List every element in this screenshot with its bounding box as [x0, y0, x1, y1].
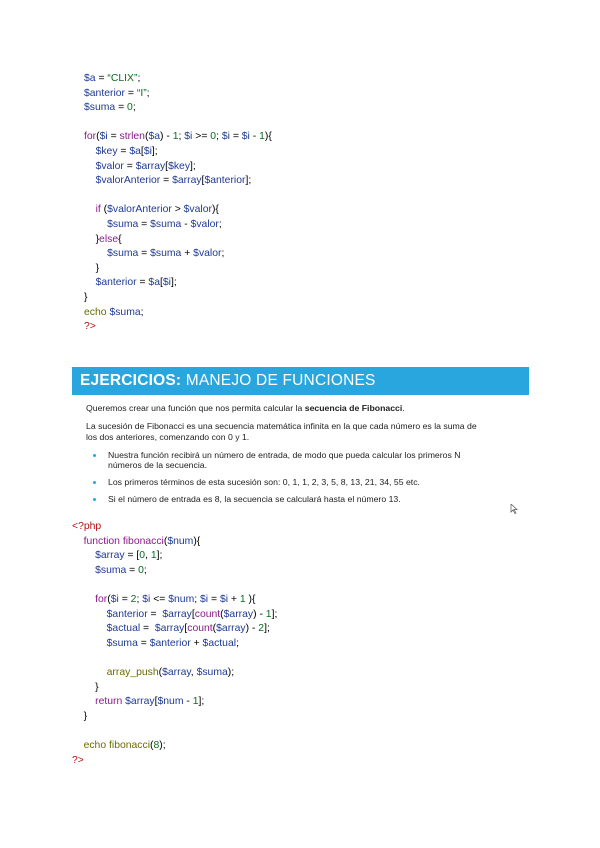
code-token: $i	[143, 146, 152, 157]
code-token: $valor	[193, 248, 222, 260]
code-line	[72, 593, 256, 606]
code-token: );	[159, 740, 166, 751]
mouse-cursor-icon	[510, 504, 518, 514]
code-token: 1	[192, 696, 199, 708]
code-token	[72, 667, 107, 678]
code-token: $array	[95, 550, 125, 562]
code-token	[84, 219, 107, 230]
code-token: = [	[124, 550, 140, 562]
code-token: ;	[146, 87, 150, 99]
code-token: ;	[236, 637, 239, 649]
code-line	[72, 695, 204, 708]
section-banner	[72, 367, 529, 395]
code-token: $anterior	[84, 87, 126, 99]
code-token: =	[140, 623, 155, 635]
code-token: $array	[223, 608, 254, 620]
bullet-text: Si el número de entrada es 8, la secuencia se calculará hasta el número 13.	[108, 494, 401, 504]
code-token: $anterior	[204, 175, 246, 187]
code-token	[72, 638, 107, 649]
code-token: +	[190, 637, 203, 649]
code-token: {	[118, 233, 122, 245]
code-token: ) -	[160, 131, 173, 143]
code-token: }	[95, 233, 100, 245]
code-token: ;	[132, 102, 136, 114]
code-token: (	[163, 535, 168, 547]
code-token: 1	[239, 594, 246, 605]
code-line	[84, 101, 136, 114]
code-token: =	[137, 637, 150, 649]
code-token: $suma	[109, 306, 141, 318]
code-token: $anterior	[95, 277, 137, 289]
code-token: $i	[110, 594, 119, 605]
code-token: $valor	[95, 160, 124, 172]
code-token: (	[96, 131, 100, 143]
code-token: $valorAnterior	[95, 175, 161, 187]
code-token: $a	[148, 131, 160, 143]
code-token: $suma	[107, 219, 139, 230]
code-token: =	[208, 594, 220, 605]
code-token: =	[115, 102, 128, 114]
code-token	[72, 536, 84, 547]
code-token	[84, 175, 96, 186]
code-token: <=	[150, 594, 169, 605]
code-token: ;	[143, 564, 147, 576]
code-token	[84, 146, 96, 157]
code-line	[84, 291, 87, 304]
code-line	[84, 145, 158, 158]
code-token: 2	[258, 623, 265, 635]
code-token	[72, 550, 95, 561]
code-line	[84, 262, 99, 275]
code-line	[72, 520, 101, 533]
code-token: ,	[190, 667, 197, 678]
code-token: 0	[138, 564, 144, 576]
code-token: }	[83, 710, 88, 722]
code-token: $i	[162, 277, 171, 289]
code-token: ];	[198, 696, 205, 708]
code-token: $array	[125, 696, 155, 708]
code-token: echo	[84, 306, 107, 318]
code-token: $actual	[202, 637, 237, 649]
code-token: [	[165, 160, 169, 172]
code-token: ) -	[245, 623, 259, 635]
code-token: =	[147, 608, 163, 620]
code-token: $suma	[150, 248, 182, 260]
code-token: <?php	[72, 521, 102, 532]
code-token: count	[187, 623, 213, 635]
code-line	[84, 203, 219, 216]
code-line	[72, 754, 84, 767]
code-token: ;	[194, 594, 201, 605]
code-token: }	[95, 681, 99, 693]
intro-prefix: Queremos crear una función que nos permita calcular la	[86, 403, 305, 413]
code-token: (	[220, 608, 224, 620]
code-token	[72, 711, 84, 722]
code-token: $array	[162, 667, 191, 678]
code-token: for	[84, 131, 97, 143]
code-token	[72, 740, 84, 751]
code-line	[84, 320, 96, 333]
code-line	[84, 218, 222, 231]
code-token: =	[125, 87, 137, 99]
code-token: =	[95, 73, 108, 84]
code-token: }	[95, 262, 100, 274]
code-token	[72, 623, 107, 634]
code-token: ];	[271, 608, 278, 620]
code-token: [	[159, 277, 163, 289]
code-token: =	[160, 175, 173, 187]
code-token: >=	[192, 131, 211, 143]
code-token	[72, 696, 95, 707]
section-title-bold: EJERCICIOS:	[80, 372, 182, 389]
code-token: count	[194, 608, 221, 620]
code-token: ;	[140, 306, 144, 318]
code-line	[72, 535, 200, 548]
code-token: echo	[83, 740, 107, 751]
code-token: =	[118, 594, 131, 605]
intro-suffix: .	[402, 403, 405, 413]
code-token: 2	[130, 594, 137, 605]
code-token: ) -	[253, 608, 266, 620]
code-line	[84, 72, 140, 85]
code-line	[72, 710, 87, 723]
code-token: $i	[99, 131, 108, 143]
code-line	[84, 306, 144, 319]
code-line	[84, 233, 122, 246]
bullet-text: Nuestra función recibirá un número de entrada, de modo que pueda calcular los primeros N	[108, 450, 461, 460]
code-token: }	[84, 292, 88, 303]
code-token: (	[144, 131, 149, 143]
code-token	[72, 682, 95, 693]
code-token: $suma	[95, 564, 127, 576]
code-token: $array	[172, 175, 202, 187]
code-line	[72, 637, 239, 650]
code-token: -	[183, 696, 193, 708]
code-token: =	[138, 219, 151, 230]
bullet-text: números de la secuencia.	[108, 460, 207, 470]
code-line	[72, 666, 234, 679]
bullet-dot	[93, 454, 96, 457]
code-token: ;	[137, 73, 141, 84]
code-token: “I”	[136, 87, 147, 99]
code-token: $a	[148, 277, 160, 289]
code-token: $array	[135, 160, 166, 172]
code-token: ];	[264, 623, 270, 635]
code-token: else	[99, 233, 119, 245]
code-token: $i	[219, 594, 229, 605]
code-token	[84, 204, 96, 215]
code-token: ;	[218, 219, 222, 230]
code-token: strlen	[119, 131, 145, 143]
code-token: $actual	[106, 623, 141, 635]
code-token: $array	[162, 608, 192, 620]
code-line	[84, 130, 272, 143]
code-token: $num	[167, 535, 194, 547]
code-token: $valorAnterior	[107, 204, 172, 216]
code-token	[72, 565, 95, 576]
code-token: ){	[245, 594, 256, 605]
code-token: ){	[193, 535, 201, 547]
code-token: $key	[168, 160, 191, 172]
code-token: ;	[178, 131, 185, 143]
code-token: 0	[127, 102, 133, 114]
code-token	[84, 263, 96, 274]
code-token: return	[95, 696, 123, 708]
code-line	[72, 608, 277, 621]
code-token: 0	[210, 131, 217, 143]
code-token	[84, 248, 107, 259]
code-token: ;	[136, 594, 143, 605]
code-token: [	[184, 623, 188, 635]
code-token: $suma	[84, 102, 116, 114]
code-token: $num	[157, 696, 184, 708]
code-token: [	[140, 146, 144, 157]
intro-paragraph	[86, 403, 405, 414]
code-token: 1	[172, 131, 179, 143]
code-token: [	[191, 608, 195, 620]
code-token: 1	[259, 131, 265, 143]
code-line	[84, 247, 224, 260]
code-token: fibonacci	[122, 535, 164, 547]
code-token: $a	[129, 146, 141, 157]
bullet-dot	[93, 498, 96, 501]
code-token: if	[95, 204, 101, 216]
code-token: ];	[170, 277, 177, 289]
code-token: (	[158, 667, 163, 678]
code-token: $i	[184, 131, 193, 143]
code-token: =	[229, 131, 242, 143]
code-token: $i	[142, 594, 151, 605]
code-token: $suma	[196, 667, 228, 678]
code-token	[84, 161, 96, 172]
code-token: ){	[264, 131, 272, 143]
code-token: ;	[221, 248, 225, 260]
code-token: >	[171, 204, 184, 216]
code-token: $suma	[107, 248, 139, 260]
code-token: );	[227, 667, 235, 678]
code-token	[84, 234, 96, 245]
section-title-rest: MANEJO DE FUNCIONES	[181, 372, 376, 389]
code-token: -	[181, 219, 191, 230]
code-token: ];	[190, 160, 196, 172]
definition-line-1: La sucesión de Fibonacci es una secuencia matemática infinita en la que cada número es la suma de	[86, 421, 477, 431]
code-token: for	[95, 594, 108, 605]
code-token: $i	[200, 594, 209, 605]
code-token: array_push	[106, 667, 159, 678]
code-token: 1	[265, 608, 272, 620]
bullet-dot	[93, 481, 96, 484]
bullet-text: Los primeros términos de esta sucesión son: 0, 1, 1, 2, 3, 5, 8, 13, 21, 34, 55 etc.	[108, 477, 420, 487]
code-token: ?>	[84, 321, 96, 333]
code-token: [	[201, 175, 205, 187]
code-token: (	[107, 594, 111, 605]
code-token: $valor	[183, 204, 212, 216]
code-line	[72, 549, 162, 562]
code-token	[84, 277, 96, 288]
code-token: $i	[241, 131, 250, 143]
code-token: =	[136, 277, 149, 289]
code-token: $anterior	[149, 637, 191, 649]
definition-line-2: los dos anteriores, comenzando con 0 y 1.	[86, 432, 250, 442]
code-token: ];	[245, 175, 252, 187]
code-token: $key	[95, 146, 118, 157]
code-token: =	[138, 248, 151, 260]
code-token: =	[117, 146, 130, 157]
code-token: (	[100, 204, 108, 216]
code-token: $num	[168, 594, 195, 605]
code-token: $suma	[106, 637, 138, 649]
code-token: 8	[153, 740, 160, 751]
code-token: function	[83, 535, 120, 547]
section-title	[80, 372, 376, 390]
code-token	[72, 609, 107, 620]
code-token: =	[123, 160, 136, 172]
code-line	[72, 739, 166, 752]
code-token: ];	[156, 550, 163, 562]
code-line	[84, 160, 196, 173]
code-token: $i	[221, 131, 230, 143]
code-token: =	[107, 131, 120, 143]
intro-bold: secuencia de Fibonacci	[304, 403, 403, 413]
code-line	[72, 622, 270, 635]
code-token: ];	[151, 146, 158, 157]
code-token: ){	[211, 204, 219, 216]
code-token: $valor	[190, 219, 219, 230]
code-token: $suma	[150, 219, 182, 230]
code-token: fibonacci	[109, 740, 151, 751]
code-token: (	[150, 740, 154, 751]
code-token: 1	[150, 550, 157, 562]
code-token: 0	[139, 550, 146, 562]
code-token: $a	[84, 73, 96, 84]
code-token: (	[212, 623, 217, 635]
code-token: -	[249, 131, 260, 143]
code-token: +	[181, 248, 194, 260]
code-token: =	[126, 564, 139, 576]
code-token: +	[228, 594, 240, 605]
code-token: ;	[216, 131, 222, 143]
code-line	[72, 564, 147, 577]
code-line	[84, 276, 177, 289]
code-token: ?>	[72, 754, 84, 766]
code-token: $array	[216, 623, 246, 635]
code-line	[72, 681, 99, 694]
code-line	[84, 174, 251, 187]
code-line	[84, 87, 150, 100]
code-token	[72, 594, 95, 605]
code-token: $anterior	[106, 608, 148, 620]
code-token: ,	[145, 550, 151, 562]
code-token: “CLIX”	[107, 73, 138, 84]
code-token: $array	[154, 623, 185, 635]
code-token: [	[154, 696, 158, 708]
